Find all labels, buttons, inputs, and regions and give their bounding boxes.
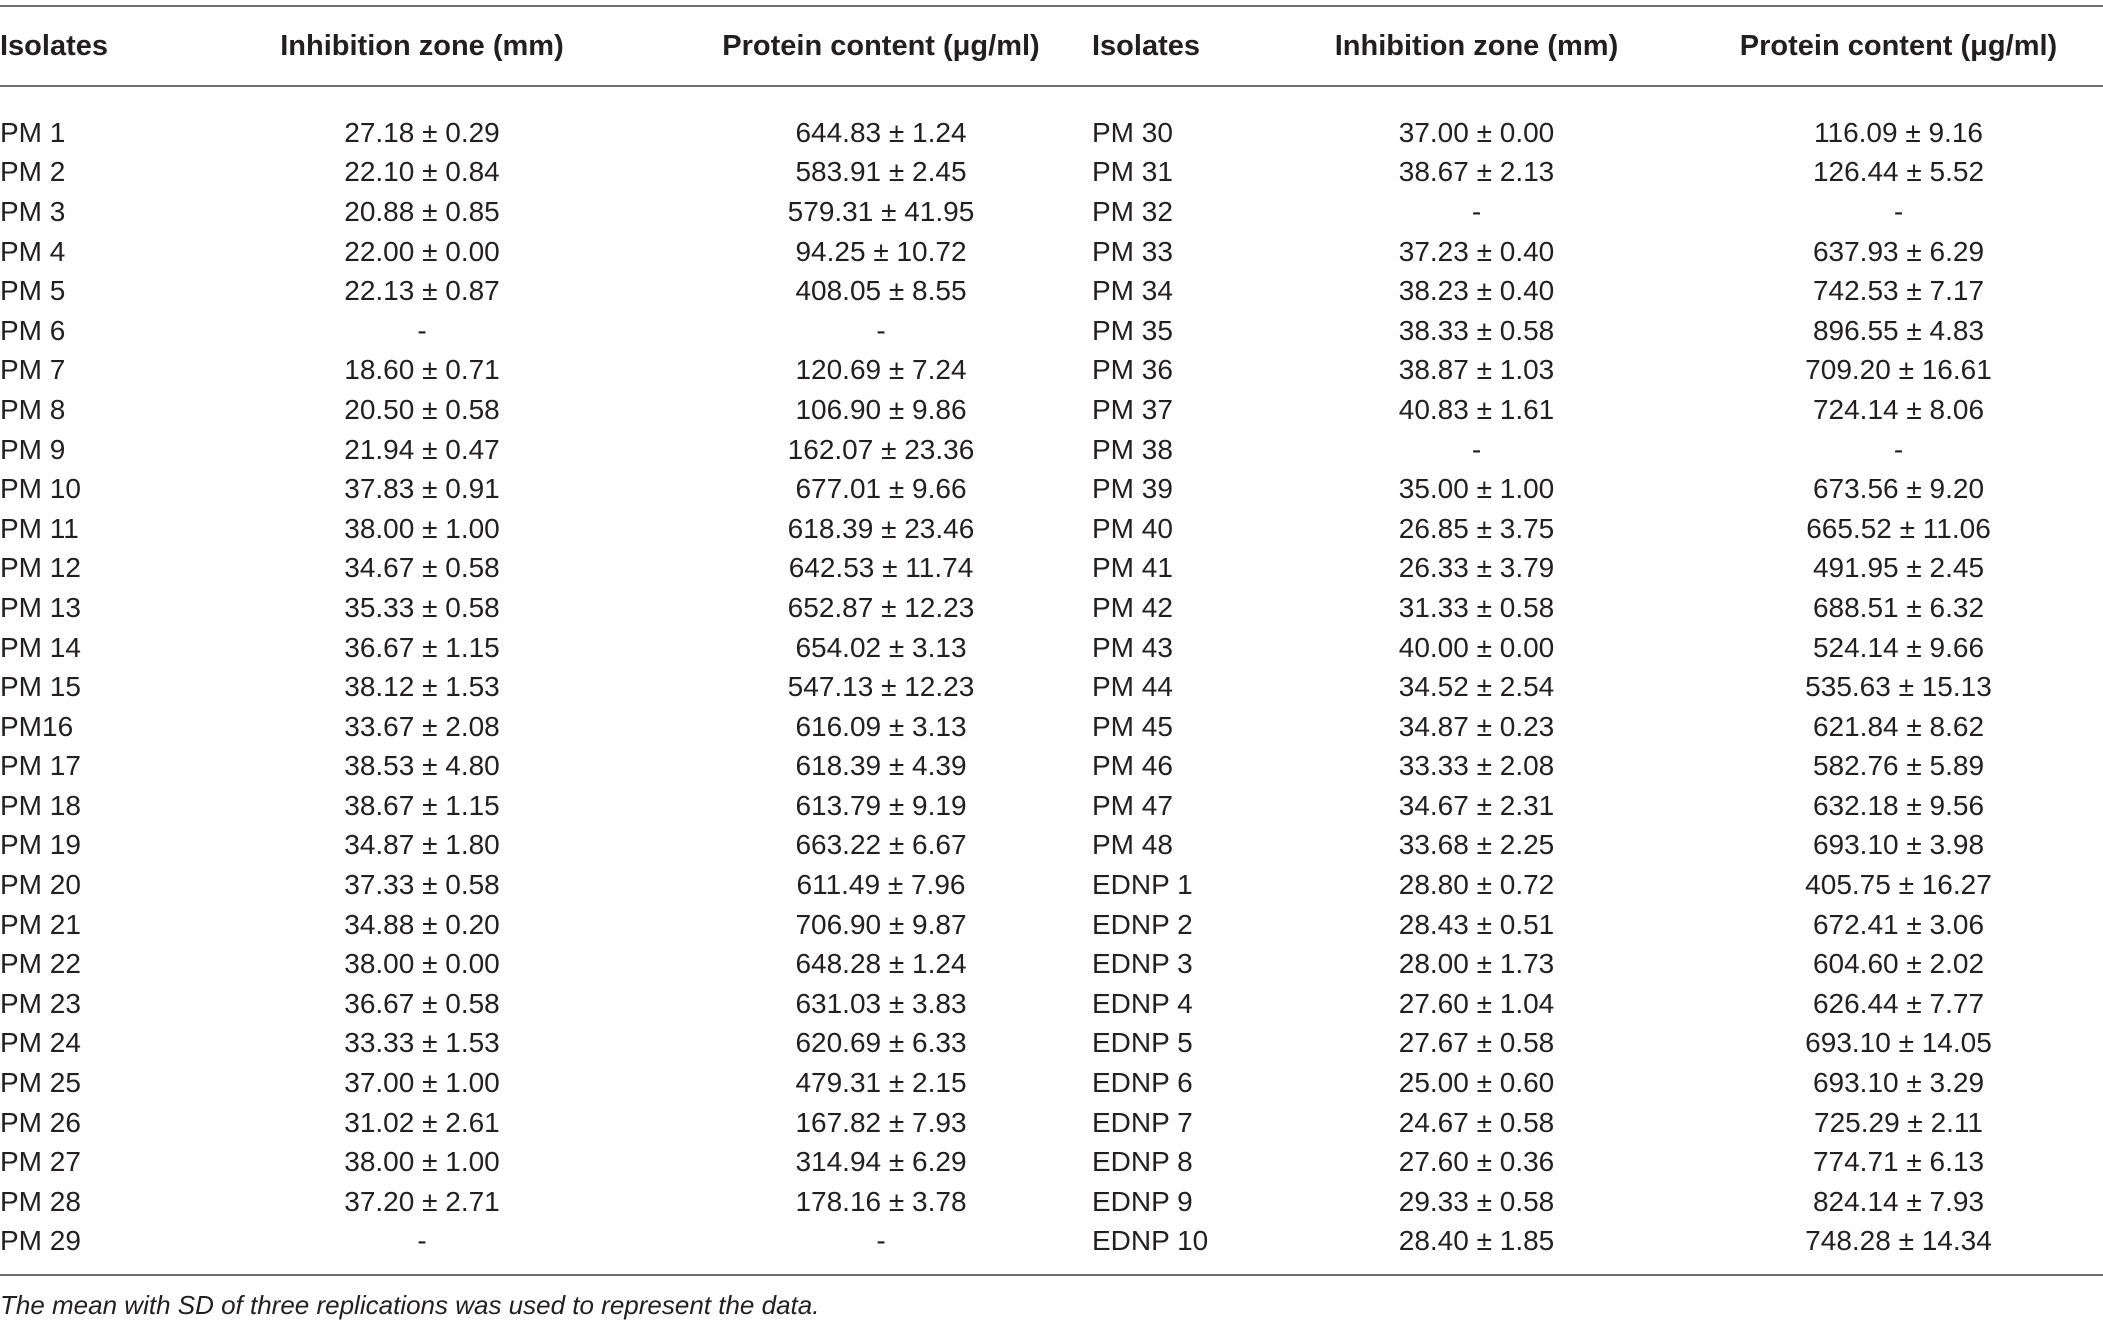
cell-protein-left: 583.91 ± 2.45 [795,156,967,188]
cell-protein-right: 688.51 ± 6.32 [1812,591,1985,623]
cell-isolate-right: PM 34 [1092,275,1173,307]
header-inhibition-left: Inhibition zone (mm) [280,29,564,62]
cell-protein-left: 167.82 ± 7.93 [795,1106,967,1138]
cell-isolate-right: PM 41 [1092,552,1173,584]
cell-inhibition-left: 37.83 ± 0.91 [344,473,500,505]
cell-protein-right: 824.14 ± 7.93 [1812,1185,1985,1217]
cell-protein-right: 774.71 ± 6.13 [1812,1146,1985,1178]
cell-inhibition-left: 27.18 ± 0.29 [344,116,500,148]
cell-isolate-right: EDNP 3 [1092,948,1193,980]
cell-inhibition-left: 21.94 ± 0.47 [344,433,500,465]
table-row [0,1182,2103,1222]
cell-protein-right: 637.93 ± 6.29 [1812,235,1985,267]
cell-inhibition-right: 37.23 ± 0.40 [1398,235,1555,267]
cell-inhibition-left: 34.88 ± 0.20 [344,908,500,940]
header-protein-left: Protein content (μg/ml) [722,29,1040,62]
cell-inhibition-right: 34.87 ± 0.23 [1398,710,1555,742]
cell-isolate-right: EDNP 9 [1092,1185,1193,1217]
cell-isolate-left: PM 19 [0,829,81,861]
cell-protein-left: 663.22 ± 6.67 [795,829,967,861]
cell-protein-right: 673.56 ± 9.20 [1812,473,1985,505]
table-row [0,707,2103,747]
cell-isolate-right: PM 43 [1092,631,1173,663]
cell-protein-left: 677.01 ± 9.66 [795,473,967,505]
cell-protein-right: 626.44 ± 7.77 [1812,987,1985,1019]
table-row [0,549,2103,589]
cell-inhibition-left: 37.00 ± 1.00 [344,1067,500,1099]
cell-inhibition-left: - [417,314,427,346]
cell-isolate-left: PM 10 [0,473,81,505]
cell-isolate-left: PM 9 [0,433,66,465]
cell-inhibition-left: - [417,1225,427,1257]
cell-inhibition-right: 40.00 ± 0.00 [1398,631,1555,663]
cell-isolate-right: PM 42 [1092,591,1173,623]
table-row [0,667,2103,707]
cell-isolate-right: EDNP 6 [1092,1067,1193,1099]
cell-inhibition-left: 34.87 ± 1.80 [344,829,500,861]
cell-protein-left: 706.90 ± 9.87 [795,908,967,940]
cell-protein-right: 665.52 ± 11.06 [1806,512,1991,544]
cell-isolate-right: PM 35 [1092,314,1173,346]
cell-protein-left: 648.28 ± 1.24 [795,948,967,980]
data-table [0,7,2103,1261]
cell-inhibition-left: 38.12 ± 1.53 [344,671,500,703]
cell-protein-left: 479.31 ± 2.15 [795,1067,967,1099]
cell-isolate-right: PM 30 [1092,116,1173,148]
cell-isolate-left: PM 8 [0,393,66,425]
cell-inhibition-right: 28.43 ± 0.51 [1398,908,1555,940]
table-row [0,390,2103,430]
cell-isolate-right: PM 37 [1092,393,1173,425]
cell-inhibition-left: 22.13 ± 0.87 [344,275,500,307]
cell-protein-right: 896.55 ± 4.83 [1812,314,1985,346]
cell-inhibition-left: 34.67 ± 0.58 [344,552,500,584]
table-row [0,786,2103,826]
cell-inhibition-left: 37.33 ± 0.58 [344,869,500,901]
cell-isolate-right: PM 46 [1092,750,1173,782]
cell-protein-left: 408.05 ± 8.55 [795,275,967,307]
cell-inhibition-right: 25.00 ± 0.60 [1398,1067,1555,1099]
table-row [0,1222,2103,1262]
table-row [0,351,2103,391]
cell-inhibition-left: 38.53 ± 4.80 [344,750,500,782]
cell-isolate-left: PM 28 [0,1185,81,1217]
table-footnote: The mean with SD of three replications was used to represent the data. [0,1290,820,1320]
cell-isolate-left: PM 7 [0,354,66,386]
cell-inhibition-right: 26.85 ± 3.75 [1398,512,1555,544]
cell-inhibition-left: 38.67 ± 1.15 [344,789,500,821]
cell-isolate-left: PM 4 [0,235,66,267]
cell-isolate-right: EDNP 2 [1092,908,1193,940]
cell-protein-right: 582.76 ± 5.89 [1812,750,1985,782]
cell-isolate-left: PM 6 [0,314,66,346]
cell-protein-left: 162.07 ± 23.36 [787,433,975,465]
cell-protein-right: - [1893,195,1904,227]
cell-inhibition-right: 33.33 ± 2.08 [1398,750,1555,782]
cell-inhibition-right: 38.67 ± 2.13 [1398,156,1555,188]
table-row [0,588,2103,628]
cell-protein-right: 524.14 ± 9.66 [1812,631,1985,663]
table-row [0,747,2103,787]
cell-inhibition-right: 28.00 ± 1.73 [1398,948,1555,980]
cell-protein-right: 693.10 ± 3.29 [1812,1067,1985,1099]
cell-isolate-right: PM 33 [1092,235,1173,267]
table-row [0,430,2103,470]
table-row [0,628,2103,668]
cell-isolate-left: PM 25 [0,1067,81,1099]
cell-isolate-left: PM 11 [0,512,79,544]
cell-inhibition-right: 37.00 ± 0.00 [1398,116,1555,148]
cell-protein-right: 621.84 ± 8.62 [1812,710,1985,742]
cell-isolate-left: PM 15 [0,671,81,703]
cell-isolate-left: PM 27 [0,1146,81,1178]
header-inhibition-right: Inhibition zone (mm) [1334,29,1619,62]
table-body [0,93,2103,1261]
cell-protein-right: 725.29 ± 2.11 [1814,1106,1983,1138]
cell-protein-right: 742.53 ± 7.17 [1812,275,1985,307]
cell-protein-left: 106.90 ± 9.86 [795,393,967,425]
cell-protein-left: 94.25 ± 10.72 [795,235,967,267]
cell-isolate-left: PM 1 [0,116,66,148]
cell-inhibition-right: 31.33 ± 0.58 [1398,591,1555,623]
cell-isolate-right: EDNP 10 [1092,1225,1209,1257]
cell-inhibition-right: 34.52 ± 2.54 [1398,671,1555,703]
cell-isolate-left: PM 5 [0,275,66,307]
cell-isolate-left: PM 12 [0,552,81,584]
cell-isolate-right: EDNP 4 [1092,987,1193,1019]
cell-isolate-left: PM 29 [0,1225,81,1257]
cell-protein-right: 116.09 ± 9.16 [1814,116,1983,148]
cell-isolate-left: PM 2 [0,156,66,188]
table-row [0,826,2103,866]
cell-inhibition-left: 20.88 ± 0.85 [344,195,500,227]
cell-protein-left: 547.13 ± 12.23 [787,671,975,703]
cell-protein-right: 632.18 ± 9.56 [1812,789,1985,821]
table-row [0,905,2103,945]
cell-inhibition-left: 33.67 ± 2.08 [344,710,500,742]
cell-isolate-right: PM 36 [1092,354,1173,386]
header-isolates-left: Isolates [0,29,108,62]
cell-inhibition-right: 40.83 ± 1.61 [1398,393,1555,425]
cell-isolate-right: PM 32 [1092,195,1173,227]
cell-isolate-left: PM 18 [0,789,81,821]
cell-inhibition-left: 31.02 ± 2.61 [344,1106,500,1138]
header-isolates-right: Isolates [1092,29,1200,62]
table-row [0,232,2103,272]
cell-protein-right: 709.20 ± 16.61 [1805,354,1992,386]
cell-isolate-left: PM 24 [0,1027,81,1059]
header-row [0,7,2103,93]
cell-isolate-left: PM 3 [0,195,66,227]
cell-isolate-right: PM 38 [1092,433,1173,465]
cell-inhibition-right: 38.33 ± 0.58 [1398,314,1555,346]
cell-inhibition-right: 34.67 ± 2.31 [1398,789,1555,821]
cell-inhibition-left: 38.00 ± 1.00 [344,1146,500,1178]
table-row [0,1142,2103,1182]
cell-inhibition-right: 24.67 ± 0.58 [1398,1106,1555,1138]
table-row [0,509,2103,549]
cell-isolate-left: PM 17 [0,750,81,782]
table-row [0,192,2103,232]
cell-protein-left: 652.87 ± 12.23 [787,591,975,623]
cell-protein-right: - [1893,433,1904,465]
cell-protein-right: 693.10 ± 3.98 [1812,829,1985,861]
cell-inhibition-left: 18.60 ± 0.71 [344,354,500,386]
cell-protein-right: 126.44 ± 5.52 [1812,156,1985,188]
cell-inhibition-right: 28.80 ± 0.72 [1398,869,1555,901]
table-row [0,469,2103,509]
cell-inhibition-right: - [1471,433,1482,465]
table-bottom-rule [0,1274,2103,1276]
cell-isolate-right: PM 39 [1092,473,1173,505]
cell-inhibition-left: 36.67 ± 0.58 [344,987,500,1019]
cell-protein-left: 620.69 ± 6.33 [795,1027,967,1059]
table-row [0,1024,2103,1064]
cell-isolate-right: PM 40 [1092,512,1173,544]
cell-protein-left: 631.03 ± 3.83 [795,987,967,1019]
cell-inhibition-right: 28.40 ± 1.85 [1398,1225,1555,1257]
cell-isolate-left: PM 26 [0,1106,81,1138]
cell-inhibition-left: 20.50 ± 0.58 [344,393,500,425]
table-row [0,93,2103,153]
cell-isolate-right: PM 44 [1092,671,1173,703]
cell-inhibition-right: 27.60 ± 0.36 [1398,1146,1555,1178]
table-row [0,153,2103,193]
cell-protein-left: 178.16 ± 3.78 [795,1185,967,1217]
cell-inhibition-right: - [1471,195,1482,227]
cell-isolate-right: PM 45 [1092,710,1173,742]
cell-isolate-left: PM 21 [0,908,81,940]
cell-protein-left: 618.39 ± 4.39 [795,750,967,782]
cell-isolate-right: PM 31 [1092,156,1173,188]
cell-isolate-left: PM 14 [0,631,81,663]
cell-protein-left: 120.69 ± 7.24 [795,354,967,386]
cell-protein-left: 579.31 ± 41.95 [787,195,975,227]
cell-inhibition-right: 27.67 ± 0.58 [1398,1027,1555,1059]
cell-isolate-left: PM 13 [0,591,81,623]
cell-isolate-left: PM16 [0,710,74,742]
cell-protein-left: 613.79 ± 9.19 [795,789,967,821]
cell-protein-left: 616.09 ± 3.13 [795,710,967,742]
cell-isolate-right: EDNP 5 [1092,1027,1193,1059]
cell-isolate-right: EDNP 1 [1092,869,1193,901]
cell-inhibition-left: 22.10 ± 0.84 [344,156,500,188]
cell-inhibition-right: 38.23 ± 0.40 [1398,275,1555,307]
cell-protein-left: 644.83 ± 1.24 [795,116,967,148]
cell-inhibition-right: 26.33 ± 3.79 [1398,552,1555,584]
cell-inhibition-right: 29.33 ± 0.58 [1398,1185,1555,1217]
table-row [0,271,2103,311]
cell-protein-left: 654.02 ± 3.13 [795,631,967,663]
cell-isolate-left: PM 23 [0,987,81,1019]
cell-isolate-left: PM 20 [0,869,81,901]
cell-protein-right: 693.10 ± 14.05 [1805,1027,1992,1059]
cell-inhibition-right: 35.00 ± 1.00 [1398,473,1555,505]
cell-protein-left: 314.94 ± 6.29 [795,1146,967,1178]
cell-protein-left: 642.53 ± 11.74 [788,552,974,584]
cell-protein-right: 491.95 ± 2.45 [1812,552,1985,584]
cell-protein-left: - [876,314,886,346]
table-row [0,311,2103,351]
cell-inhibition-left: 35.33 ± 0.58 [344,591,500,623]
cell-inhibition-left: 38.00 ± 1.00 [344,512,500,544]
cell-protein-right: 535.63 ± 15.13 [1805,671,1992,703]
cell-protein-left: 618.39 ± 23.46 [787,512,975,544]
cell-isolate-left: PM 22 [0,948,81,980]
cell-inhibition-left: 33.33 ± 1.53 [344,1027,500,1059]
cell-isolate-right: EDNP 7 [1092,1106,1193,1138]
cell-protein-right: 724.14 ± 8.06 [1812,393,1985,425]
cell-protein-right: 604.60 ± 2.02 [1812,948,1985,980]
cell-isolate-right: PM 47 [1092,789,1173,821]
cell-inhibition-right: 27.60 ± 1.04 [1398,987,1555,1019]
cell-isolate-right: EDNP 8 [1092,1146,1193,1178]
cell-protein-left: 611.49 ± 7.96 [796,869,966,901]
table-row [0,944,2103,984]
cell-protein-right: 672.41 ± 3.06 [1812,908,1985,940]
cell-inhibition-left: 37.20 ± 2.71 [344,1185,500,1217]
table-row [0,865,2103,905]
table-row [0,1103,2103,1143]
cell-protein-left: - [876,1225,886,1257]
header-protein-right: Protein content (μg/ml) [1739,29,2058,62]
table-row [0,1063,2103,1103]
cell-inhibition-left: 22.00 ± 0.00 [344,235,500,267]
cell-inhibition-right: 38.87 ± 1.03 [1398,354,1555,386]
cell-protein-right: 405.75 ± 16.27 [1805,869,1992,901]
cell-inhibition-left: 38.00 ± 0.00 [344,948,500,980]
cell-protein-right: 748.28 ± 14.34 [1805,1225,1992,1257]
cell-inhibition-right: 33.68 ± 2.25 [1398,829,1555,861]
cell-inhibition-left: 36.67 ± 1.15 [344,631,500,663]
table-row [0,984,2103,1024]
cell-isolate-right: PM 48 [1092,829,1173,861]
